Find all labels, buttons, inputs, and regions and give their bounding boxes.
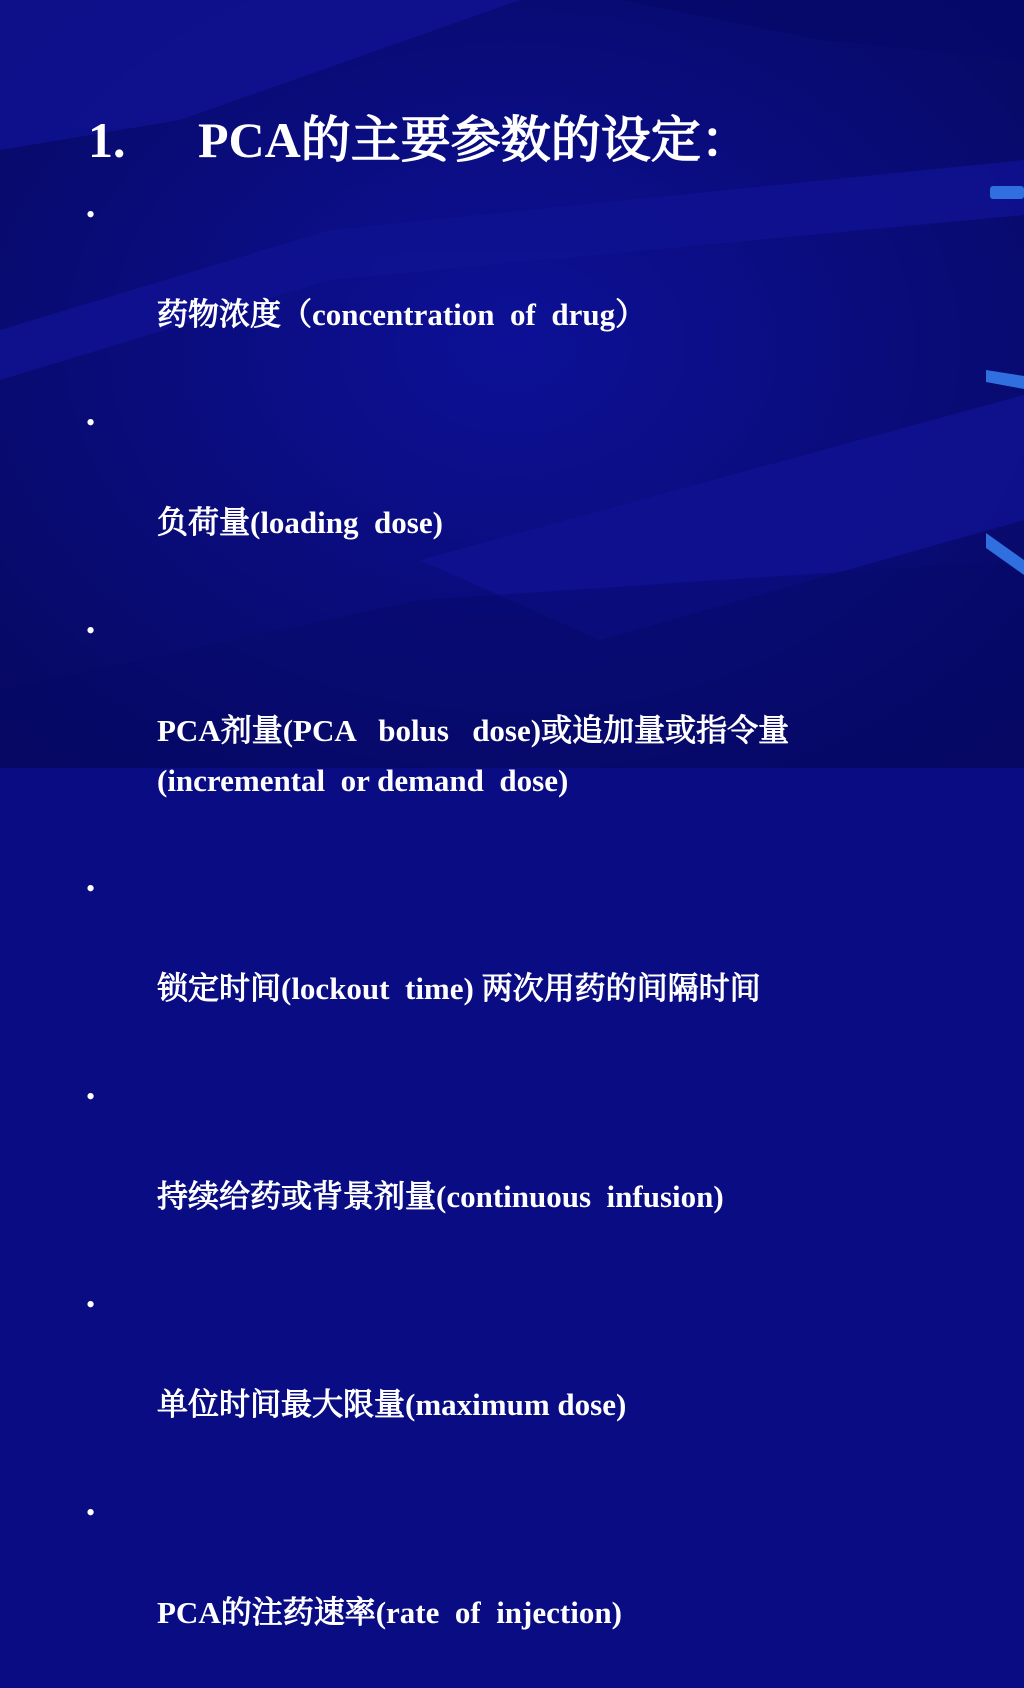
bullet-item-bolus-dose bbox=[86, 606, 986, 856]
bullet-text: PCA剂量(PCA bolus dose)或追加量或指令量 (incremental or demand dose) bbox=[157, 713, 790, 798]
bullet-text: 持续给药或背景剂量(continuous infusion) bbox=[157, 1179, 724, 1214]
bullet-text: 单位时间最大限量(maximum dose) bbox=[157, 1387, 627, 1422]
bullet-dot-icon: • bbox=[86, 616, 96, 645]
bullet-item-injection-rate bbox=[86, 1488, 986, 1688]
title-text: PCA的主要参数的设定： bbox=[198, 112, 751, 168]
bullet-item-drug-concentration bbox=[86, 190, 986, 390]
bullet-dot-icon: • bbox=[86, 1082, 96, 1111]
bullet-text: 负荷量(loading dose) bbox=[157, 505, 443, 540]
bullet-item-continuous-infusion bbox=[86, 1072, 986, 1272]
bullet-text: PCA的注药速率(rate of injection) bbox=[157, 1595, 622, 1630]
slide-title bbox=[88, 100, 751, 172]
bullet-dot-icon: • bbox=[86, 874, 96, 903]
bullet-dot-icon: • bbox=[86, 200, 96, 229]
bullet-list bbox=[86, 190, 986, 1688]
bullet-dot-icon: • bbox=[86, 1498, 96, 1527]
bullet-item-lockout-time bbox=[86, 864, 986, 1064]
bullet-text: 药物浓度（concentration of drug） bbox=[157, 297, 647, 332]
bullet-dot-icon: • bbox=[86, 1290, 96, 1319]
bullet-item-maximum-dose bbox=[86, 1280, 986, 1480]
title-number: 1. bbox=[88, 112, 126, 168]
bullet-item-loading-dose bbox=[86, 398, 986, 598]
bullet-text: 锁定时间(lockout time) 两次用药的间隔时间 bbox=[157, 971, 761, 1006]
bullet-dot-icon: • bbox=[86, 408, 96, 437]
